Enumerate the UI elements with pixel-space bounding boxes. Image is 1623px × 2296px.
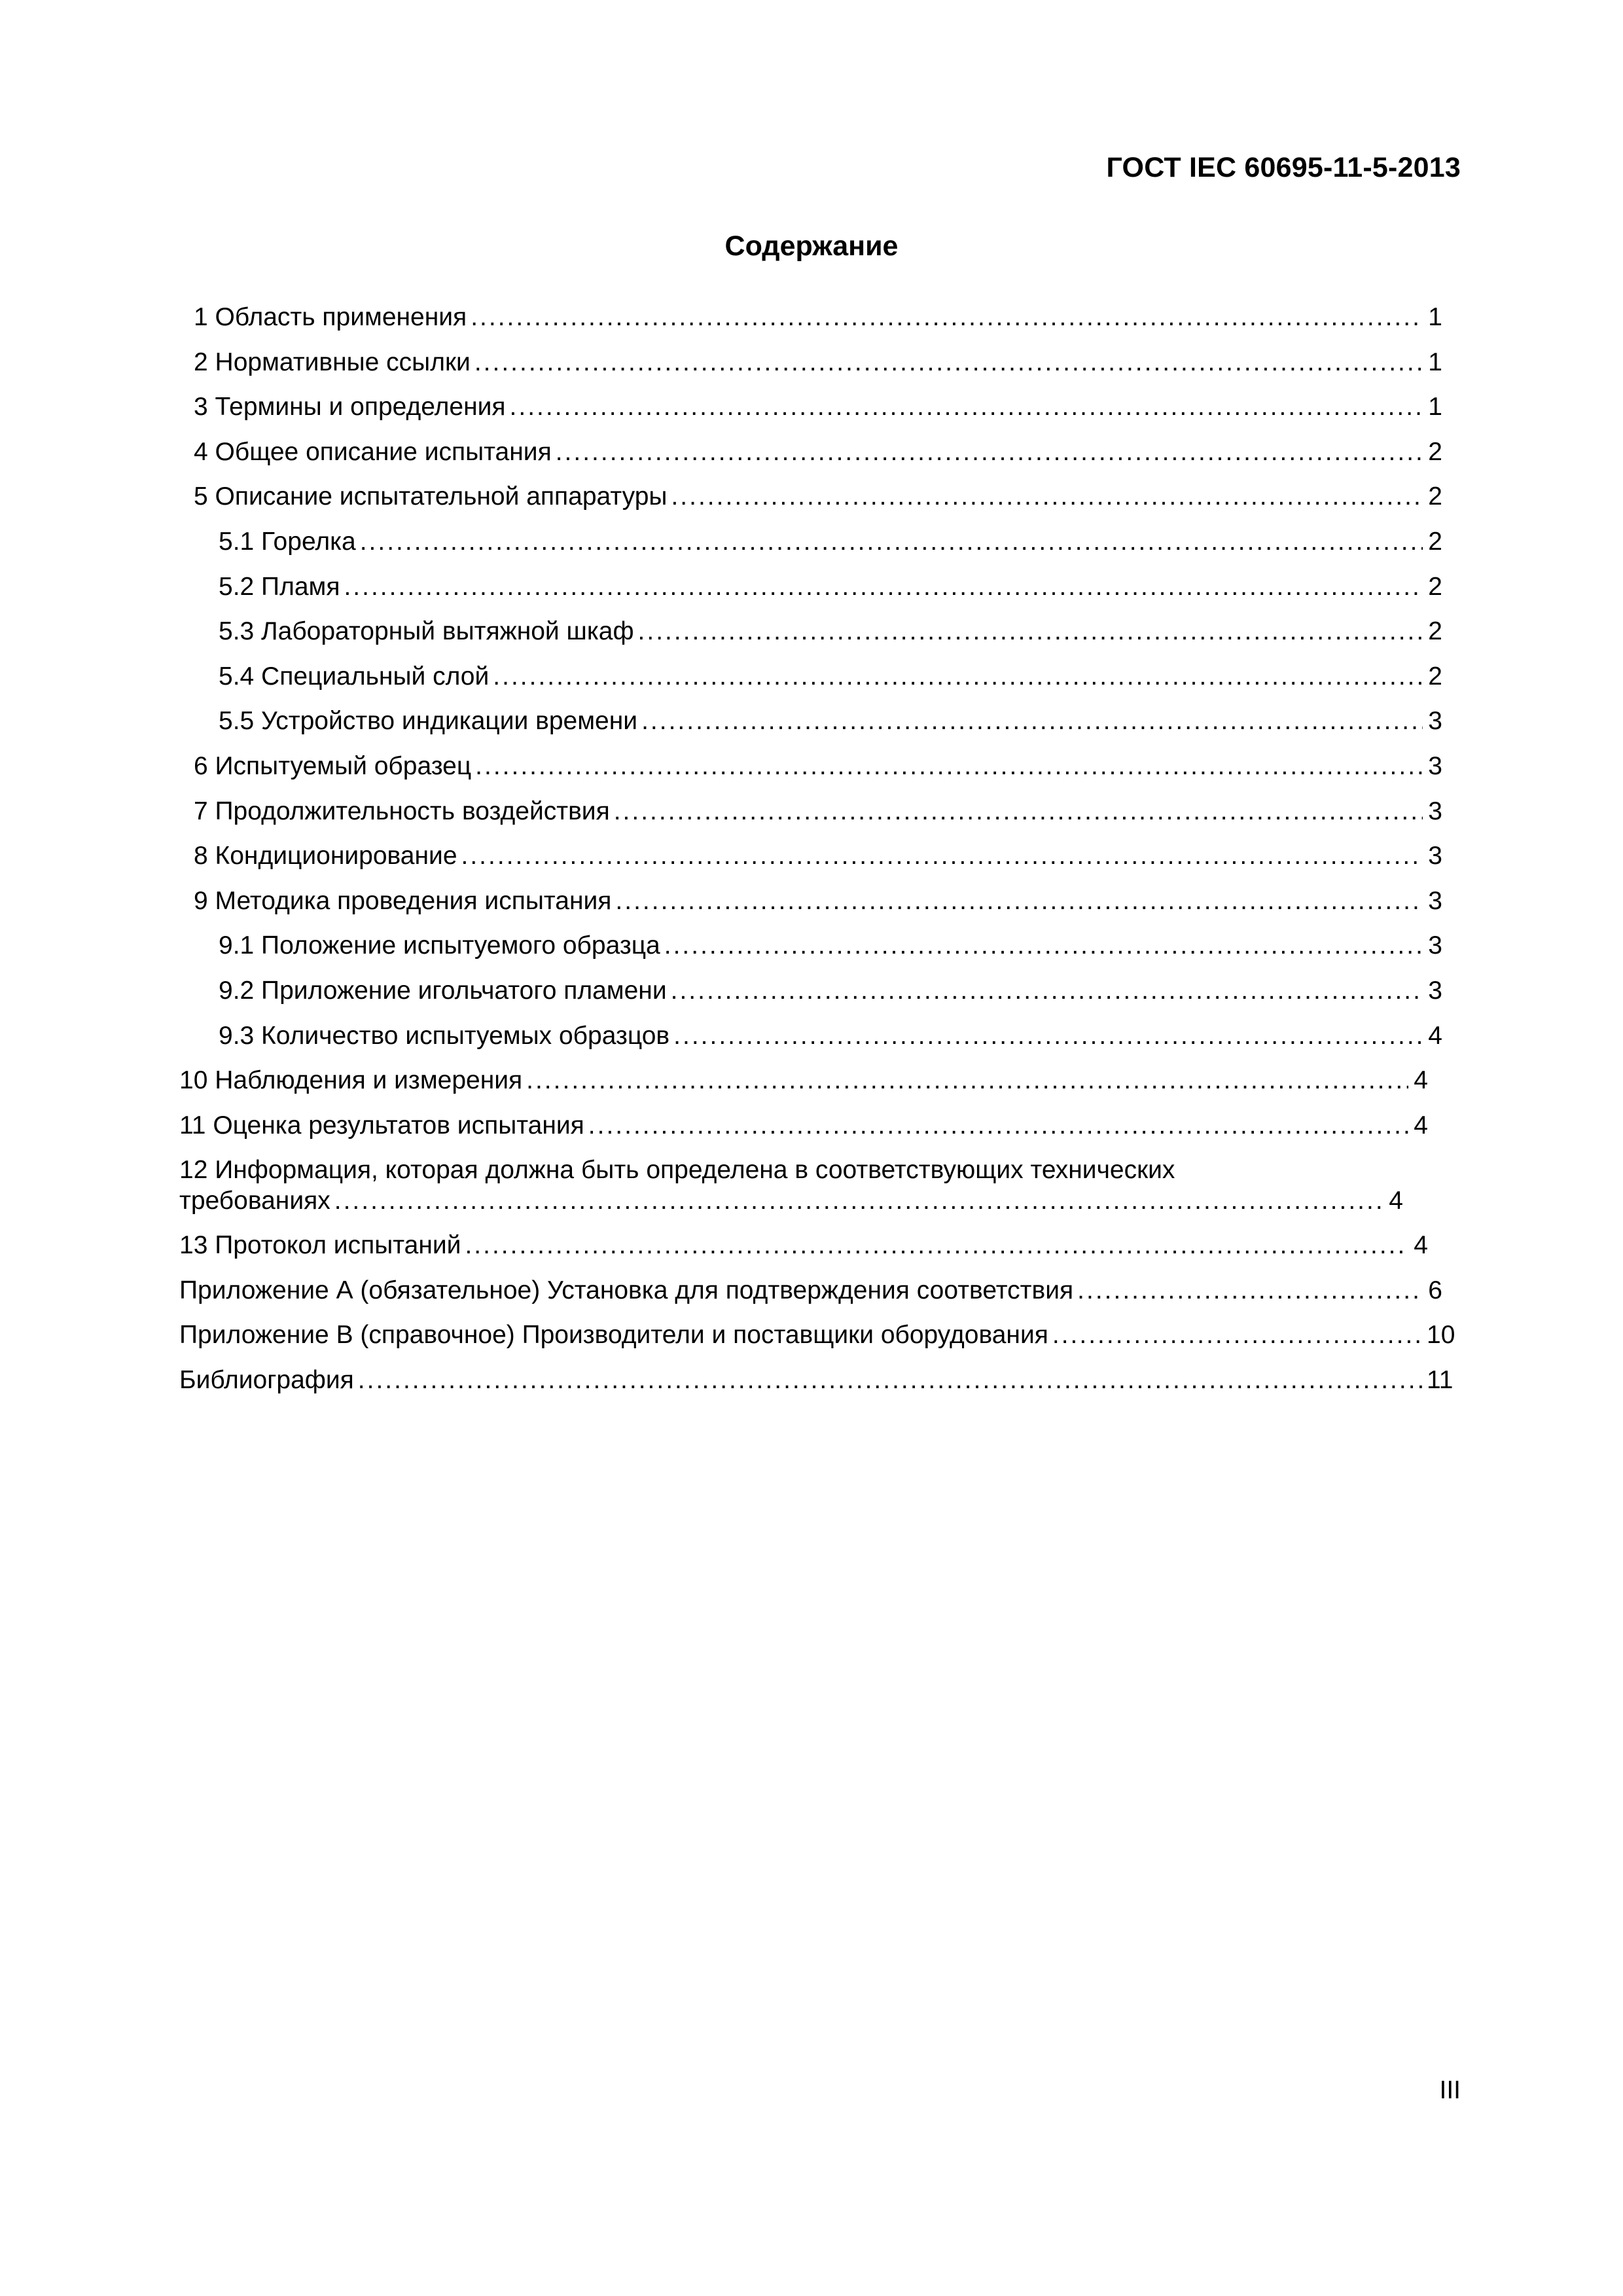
toc-entry-10[interactable] (0, 1059, 1623, 1104)
toc-entry-page: 2 (1428, 527, 1442, 556)
toc-entry-page: 3 (1428, 931, 1442, 960)
toc-entry-text: 9.3 Количество испытуемых образцов (219, 1021, 670, 1050)
toc-entry-5-1[interactable] (0, 520, 1623, 565)
toc-entry-annex-a[interactable] (0, 1269, 1623, 1314)
toc-entry-page: 2 (1428, 437, 1442, 466)
toc-dot-leader (493, 662, 1423, 692)
toc-entry-page: 11 (1427, 1366, 1454, 1395)
toc-entry-text: 5.4 Специальный слой (219, 662, 490, 691)
toc-dot-leader (614, 797, 1423, 827)
toc-entry-page: 1 (1428, 393, 1442, 422)
toc-entry-text: 5.2 Пламя (219, 572, 340, 601)
toc-entry-text: Библиография (179, 1366, 354, 1395)
toc-entry-8[interactable] (0, 834, 1623, 880)
table-of-contents (0, 296, 1623, 1404)
toc-dot-leader (1052, 1320, 1423, 1350)
toc-entry-text: 3 Термины и определения (194, 393, 506, 422)
toc-entry-page: 3 (1428, 842, 1442, 870)
toc-dot-leader (461, 841, 1423, 871)
toc-dot-leader (641, 706, 1423, 736)
toc-entry-2[interactable] (0, 341, 1623, 386)
toc-entry-5-2[interactable] (0, 565, 1623, 611)
toc-dot-leader (344, 572, 1423, 602)
toc-entry-13[interactable] (0, 1224, 1623, 1269)
toc-entry-text: 2 Нормативные ссылки (194, 348, 471, 376)
toc-dot-leader (556, 437, 1423, 467)
toc-entry-text: Приложение В (справочное) Производители и поставщики оборудования (179, 1321, 1048, 1350)
toc-entry-page: 4 (1414, 1066, 1428, 1095)
toc-entry-9-2[interactable] (0, 969, 1623, 1014)
toc-dot-leader (526, 1066, 1408, 1096)
toc-dot-leader (465, 1230, 1408, 1261)
toc-dot-leader (1077, 1276, 1423, 1306)
toc-entry-9[interactable] (0, 880, 1623, 925)
toc-entry-page: 4 (1428, 1021, 1442, 1050)
toc-entry-page: 4 (1414, 1231, 1428, 1260)
toc-entry-1[interactable] (0, 296, 1623, 341)
toc-dot-leader (475, 751, 1423, 781)
toc-entry-text: 5.3 Лабораторный вытяжной шкаф (219, 617, 634, 646)
toc-dot-leader (664, 931, 1423, 961)
toc-dot-leader (358, 1365, 1423, 1395)
toc-dot-leader (671, 482, 1423, 512)
toc-entry-text: 11 Оценка результатов испытания (179, 1111, 584, 1139)
toc-entry-text: 6 Испытуемый образец (194, 751, 472, 780)
toc-entry-4[interactable] (0, 431, 1623, 476)
page-number: III (1439, 2076, 1461, 2104)
toc-entry-text: 13 Протокол испытаний (179, 1231, 461, 1260)
toc-entry-text: 10 Наблюдения и измерения (179, 1066, 523, 1095)
toc-dot-leader (471, 302, 1423, 332)
toc-entry-page: 2 (1428, 572, 1442, 601)
toc-entry-page: 2 (1428, 662, 1442, 691)
toc-entry-page: 3 (1428, 751, 1442, 780)
toc-entry-text: 8 Кондиционирование (194, 842, 457, 870)
toc-dot-leader (334, 1186, 1383, 1216)
toc-dot-leader (510, 392, 1423, 422)
toc-entry-page: 10 (1427, 1321, 1455, 1350)
toc-entry-text: 5.1 Горелка (219, 527, 356, 556)
toc-entry-5-3[interactable] (0, 610, 1623, 655)
toc-entry-page: 4 (1414, 1111, 1428, 1139)
toc-entry-page: 3 (1428, 886, 1442, 915)
toc-dot-leader (360, 527, 1423, 557)
toc-entry-bibliography[interactable] (0, 1359, 1623, 1404)
toc-entry-annex-b[interactable] (0, 1314, 1623, 1359)
toc-entry-3[interactable] (0, 386, 1623, 431)
toc-entry-page: 2 (1428, 617, 1442, 646)
toc-entry-text: 9 Методика проведения испытания (194, 886, 612, 915)
toc-dot-leader (474, 348, 1423, 378)
toc-entry-text: 4 Общее описание испытания (194, 437, 552, 466)
toc-dot-leader (671, 976, 1423, 1006)
toc-entry-text: 1 Область применения (194, 303, 467, 331)
toc-entry-9-1[interactable] (0, 924, 1623, 969)
toc-dot-leader (673, 1021, 1423, 1051)
toc-entry-5[interactable] (0, 475, 1623, 520)
toc-entry-text: Приложение А (обязательное) Установка для подтверждения соответствия (179, 1276, 1074, 1304)
toc-entry-page: 4 (1389, 1187, 1403, 1215)
toc-entry-page: 3 (1428, 707, 1442, 736)
toc-entry-text: 5 Описание испытательной аппаратуры (194, 482, 668, 511)
toc-entry-5-4[interactable] (0, 655, 1623, 700)
toc-entry-page: 6 (1428, 1276, 1442, 1304)
toc-dot-leader (638, 617, 1423, 647)
toc-entry-page: 3 (1428, 797, 1442, 825)
document-code: ГОСТ IEC 60695-11-5-2013 (1106, 152, 1461, 183)
toc-title: Содержание (724, 230, 899, 262)
toc-entry-text: 7 Продолжительность воздействия (194, 797, 610, 825)
toc-entry-text: 9.1 Положение испытуемого образца (219, 931, 660, 960)
toc-entry-page: 1 (1428, 303, 1442, 331)
toc-entry-text: 9.2 Приложение игольчатого пламени (219, 976, 667, 1005)
toc-dot-leader (588, 1111, 1408, 1141)
toc-entry-6[interactable] (0, 745, 1623, 790)
toc-entry-page: 3 (1428, 976, 1442, 1005)
toc-dot-leader (615, 886, 1423, 916)
toc-entry-page: 2 (1428, 482, 1442, 511)
toc-entry-11[interactable] (0, 1104, 1623, 1149)
toc-entry-9-3[interactable] (0, 1014, 1623, 1060)
toc-entry-text-line1: 12 Информация, которая должна быть определена в соответствующих технических (179, 1156, 1175, 1185)
toc-entry-5-5[interactable] (0, 700, 1623, 745)
toc-entry-7[interactable] (0, 790, 1623, 835)
toc-entry-text: требованиях (179, 1187, 330, 1215)
toc-entry-12[interactable] (0, 1149, 1623, 1224)
toc-entry-text: 5.5 Устройство индикации времени (219, 707, 638, 736)
toc-entry-page: 1 (1428, 348, 1442, 376)
